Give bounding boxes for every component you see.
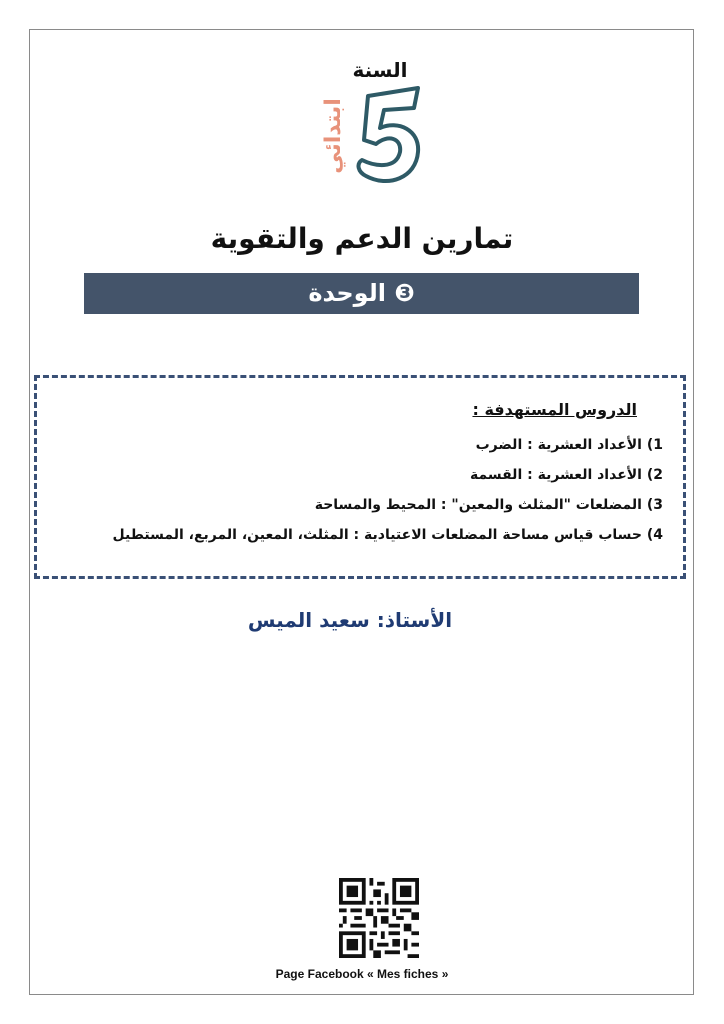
- teacher-name: الأستاذ: سعيد الميس: [247, 608, 453, 632]
- grade-number: 5: [391, 158, 393, 159]
- lesson-item: 4) حساب قياس مساحة المضلعات الاعتيادية : المثلث، المعين، المربع، المستطيل: [112, 527, 663, 543]
- main-title: تمارين الدعم والتقوية: [210, 222, 514, 255]
- grade-level-text: ابتدائي: [321, 98, 346, 174]
- grade-label: السنة: [352, 58, 408, 82]
- lesson-item: 3) المضلعات "المثلث والمعين" : المحيط والمساحة: [314, 497, 663, 513]
- grade-5-logo: [318, 84, 428, 188]
- footer-facebook-page: Page Facebook « Mes fiches »: [275, 967, 449, 981]
- qr-code[interactable]: [339, 878, 419, 958]
- lessons-heading: الدروس المستهدفة :: [472, 400, 637, 419]
- number-five-shape: [359, 88, 419, 181]
- lesson-list: [113, 430, 663, 550]
- lesson-item: 2) الأعداد العشرية : القسمة: [469, 467, 663, 483]
- lessons-box: [34, 375, 686, 579]
- unit-bar: الوحدة ❸: [84, 273, 639, 314]
- lesson-item: 1) الأعداد العشرية : الضرب: [475, 437, 663, 453]
